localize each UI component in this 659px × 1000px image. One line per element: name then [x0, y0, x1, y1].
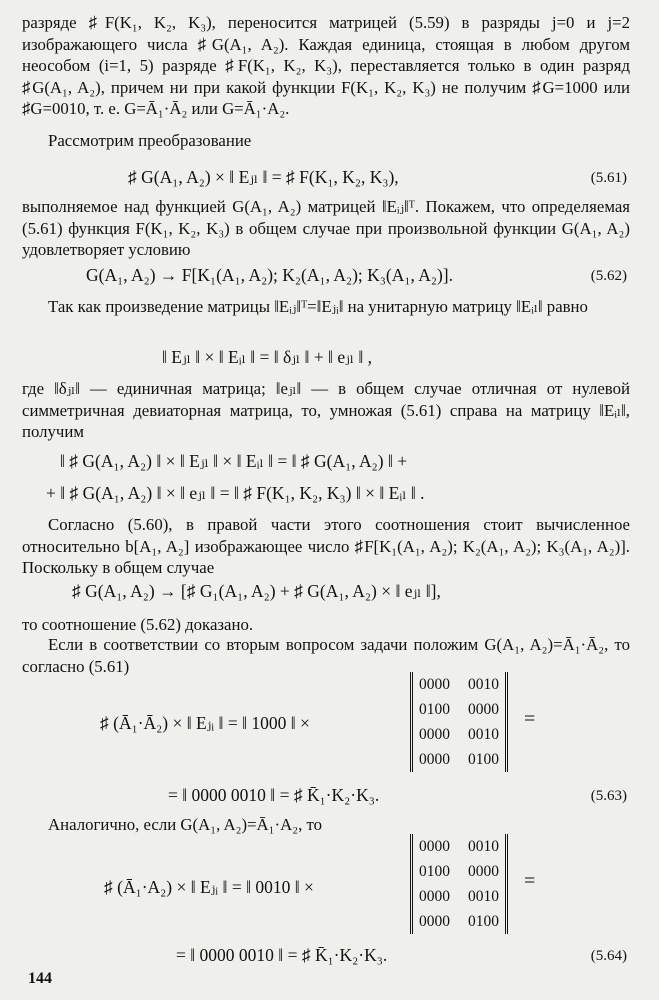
matrix-1-row: 0100 0000 — [419, 700, 499, 718]
equation-5-61: ♯ G(A₁, A₂) × ‖ Eⱼₗ ‖ = ♯ F(K₁, K₂, K₃), — [128, 167, 399, 187]
paragraph-1: разряде ♯F(K₁, K₂, K₃), переносится матрицей (5.59) в разряды j=0 и j=2 изображающего числа ♯G(A₁, A₂). Каждая единица, стоящая в любом другом неособом (i=1, 5) разряде ♯F(K₁, K₂, K₃), переставляется только в один разряд ♯G(A₁, A₂), причем ни при какой функции F(K₁, K₂, K₃) не получим ♯G=1000 или ♯G=0010, т. е. G=Ā₁·Ā₂ или G=Ā₁·A₂. — [22, 13, 630, 119]
matrix-1-row: 0000 0010 — [419, 725, 499, 743]
page-number: 144 — [28, 970, 52, 987]
paragraph-9: Аналогично, если G(A₁, A₂)=Ā₁·A₂, то — [48, 815, 322, 834]
equals-sign: = — [524, 708, 536, 730]
equals-sign: = — [524, 870, 536, 892]
matrix-2-row: 0000 0010 — [419, 837, 499, 855]
equation-number-5-62: (5.62) — [590, 268, 627, 284]
equation-number-5-63: (5.63) — [590, 788, 627, 804]
equation-product-line-1: ‖ ♯ G(A₁, A₂) ‖ × ‖ Eⱼₗ ‖ × ‖ Eᵢₗ ‖ = ‖ ♯ G(A₁, A₂) ‖ + — [60, 451, 408, 471]
paragraph-3: выполняемое над функцией G(A₁, A₂) матрицей ‖Eᵢⱼ‖ᵀ. Покажем, что определяемая (5.61) функция F(K₁, K₂, K₃) в общем случае при произвольной функции G(A₁, A₂) удовлетворяет условию — [22, 197, 630, 260]
paragraph-2: Рассмотрим преобразование — [48, 131, 252, 150]
matrix-1-row: 0000 0100 — [419, 750, 499, 768]
equation-sum: ♯ G(A₁, A₂) → [♯ G₁(A₁, A₂) + ♯ G(A₁, A₂) × ‖ eⱼₗ ‖], — [72, 581, 441, 601]
equation-5-64-rhs: = ‖ 0000 0010 ‖ = ♯ K̄₁·K₂·K₃. — [176, 945, 388, 965]
equation-5-63-rhs: = ‖ 0000 0010 ‖ = ♯ K̄₁·K₂·K₃. — [168, 785, 380, 805]
paragraph-6: Согласно (5.60), в правой части этого соотношения стоит вычисленное относительно b[A₁, A₂] изображающее число ♯F[K₁(A₁, A₂); K₂(A₁, A₂); K₃(A₁, A₂)]. Поскольку в общем случае — [22, 515, 630, 578]
matrix-1 — [410, 672, 508, 772]
equation-product-line-2: + ‖ ♯ G(A₁, A₂) ‖ × ‖ eⱼₗ ‖ = ‖ ♯ F(K₁, K₂, K₃) ‖ × ‖ Eᵢₗ ‖ . — [46, 483, 425, 503]
paragraph-4: Так как произведение матрицы ‖Eᵢⱼ‖ᵀ=‖Eⱼᵢ‖ на унитарную матрицу ‖Eᵢₗ‖ равно — [48, 297, 588, 316]
matrix-2-row: 0100 0000 — [419, 862, 499, 880]
paragraph-5: где ‖δⱼₗ‖ — единичная матрица; ‖eⱼₗ‖ — в общем случае отличная от нулевой симметричная девиаторная матрица, то, умножая (5.61) справа на матрицу ‖Eᵢₗ‖, получим — [22, 379, 630, 442]
matrix-2 — [410, 834, 508, 934]
matrix-2-row: 0000 0100 — [419, 912, 499, 930]
equation-5-62: G(A₁, A₂) → F[K₁(A₁, A₂); K₂(A₁, A₂); K₃(A₁, A₂)]. — [86, 265, 454, 285]
equation-delta: ‖ Eⱼₗ ‖ × ‖ Eᵢₗ ‖ = ‖ δⱼₗ ‖ + ‖ eⱼₗ ‖ , — [162, 347, 373, 367]
equation-number-5-64: (5.64) — [590, 948, 627, 964]
matrix-2-row: 0000 0010 — [419, 887, 499, 905]
equation-5-64-lhs: ♯ (Ā₁·A₂) × ‖ Eⱼᵢ ‖ = ‖ 0010 ‖ × — [104, 877, 314, 897]
equation-5-63-lhs: ♯ (Ā₁·Ā₂) × ‖ Eⱼᵢ ‖ = ‖ 1000 ‖ × — [100, 713, 310, 733]
equation-number-5-61: (5.61) — [590, 170, 627, 186]
paragraph-8: Если в соответствии со вторым вопросом задачи положим G(A₁, A₂)=Ā₁·Ā₂, то согласно (5.61) — [22, 635, 630, 676]
paragraph-7: то соотношение (5.62) доказано. — [22, 615, 254, 634]
matrix-1-row: 0000 0010 — [419, 675, 499, 693]
